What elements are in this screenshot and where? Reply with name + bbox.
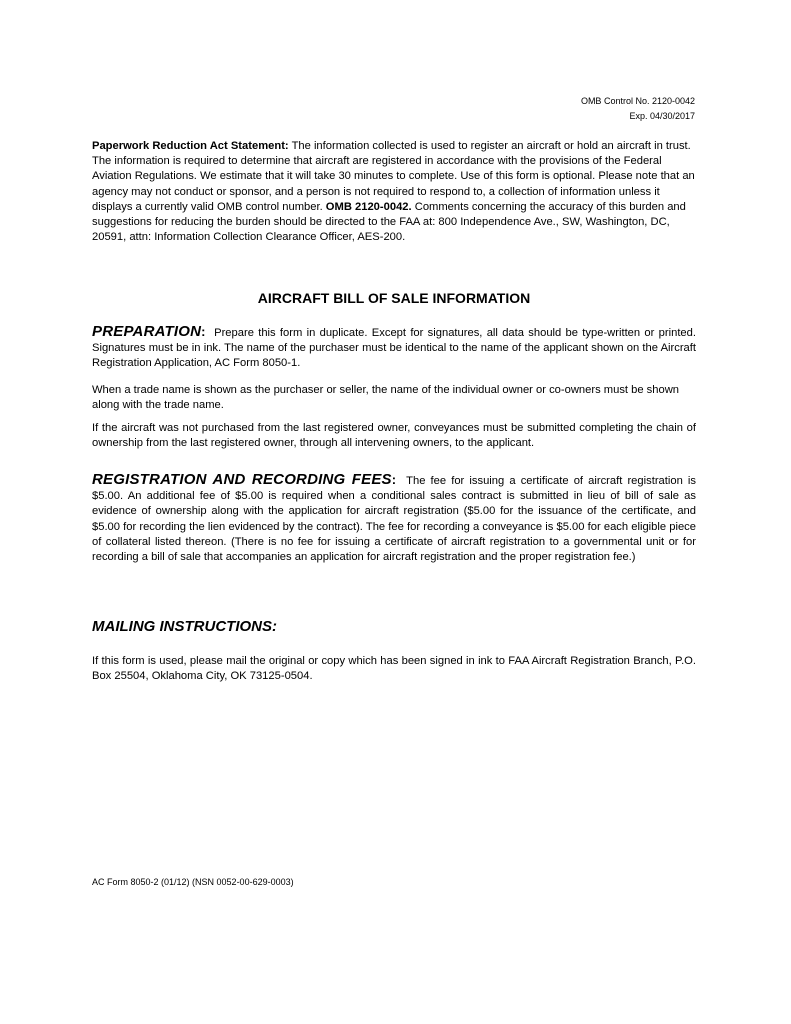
fees-section (92, 472, 696, 565)
form-title: AIRCRAFT BILL OF SALE INFORMATION (257, 290, 531, 306)
paperwork-reduction-statement (92, 139, 696, 245)
preparation-colon: : (201, 324, 206, 339)
paperwork-text-2: Comments concerning the accuracy of this burden and suggestions for reducing the burden should be directed to the FAA at: 800 Independence Ave., SW, Washington, DC, 20591, attn: Information Collection Clearance Officer, AES-200. (92, 200, 686, 244)
omb-number: OMB 2120-0042. (325, 200, 412, 213)
mailing-heading: MAILING INSTRUCTIONS: (92, 618, 277, 635)
fees-colon: : (391, 472, 397, 487)
preparation-heading: PREPARATION (92, 323, 202, 340)
paperwork-text-1: The information collected is used to register an aircraft or hold an aircraft in trust. The information is required to determine that aircraft are registered in accordance with the provisions of the Federal Aviation Regulations. We estimate that it will take 30 minutes to complete. Use of this form is optional. Please note that an agency may not conduct or sponsor, and a person is not required to respond to, a collection of information unless it displays a currently valid OMB control number. (92, 140, 695, 213)
mailing-instructions: If this form is used, please mail the original or copy which has been signed in ink to FAA Aircraft Registration Branch, P.O. Box 25504, Oklahoma City, OK 73125-0504. (92, 655, 696, 683)
preparation-section (92, 324, 696, 372)
fees-text: The fee for issuing a certificate of aircraft registration is $5.00. An additional fee of $5.00 is required when a conditional sales contract is submitted in lieu of bill of sale as evidence of ownership along with the application for aircraft registration ($5.00 for the issuance of the certificate, and $5.00 for recording the lien evidenced by the contract). The fee for recording a conveyance is $5.00 for each eligible piece of collateral listed thereon. (There is no fee for issuing a certificate of aircraft registration to a governmental unit or for recording a bill of sale that accompanies an application for aircraft registration and the proper registration fee.) (92, 475, 696, 564)
chain-of-ownership-paragraph: If the aircraft was not purchased from the last registered owner, conveyances must be submitted completing the chain of ownership from the last registered owner, through all intervening owners, to the applicant. (92, 422, 696, 450)
preparation-text: Prepare this form in duplicate. Except for signatures, all data should be type-written or printed. Signatures must be in ink. The name of the purchaser must be identical to the name of the applicant shown on the Aircraft Registration Application, AC Form 8050-1. (92, 327, 696, 370)
fees-heading: REGISTRATION AND RECORDING FEES (92, 471, 392, 488)
form-number-footer: AC Form 8050-2 (01/12) (NSN 0052-00-629-0003) (92, 877, 294, 887)
omb-control-number: OMB Control No. 2120-0042 (580, 96, 695, 106)
expiration-date: Exp. 04/30/2017 (629, 111, 695, 121)
paperwork-label: Paperwork Reduction Act Statement: (92, 140, 289, 152)
trade-name-paragraph: When a trade name is shown as the purchaser or seller, the name of the individual owner or co-owners must be shown along with the trade name. (92, 384, 680, 412)
